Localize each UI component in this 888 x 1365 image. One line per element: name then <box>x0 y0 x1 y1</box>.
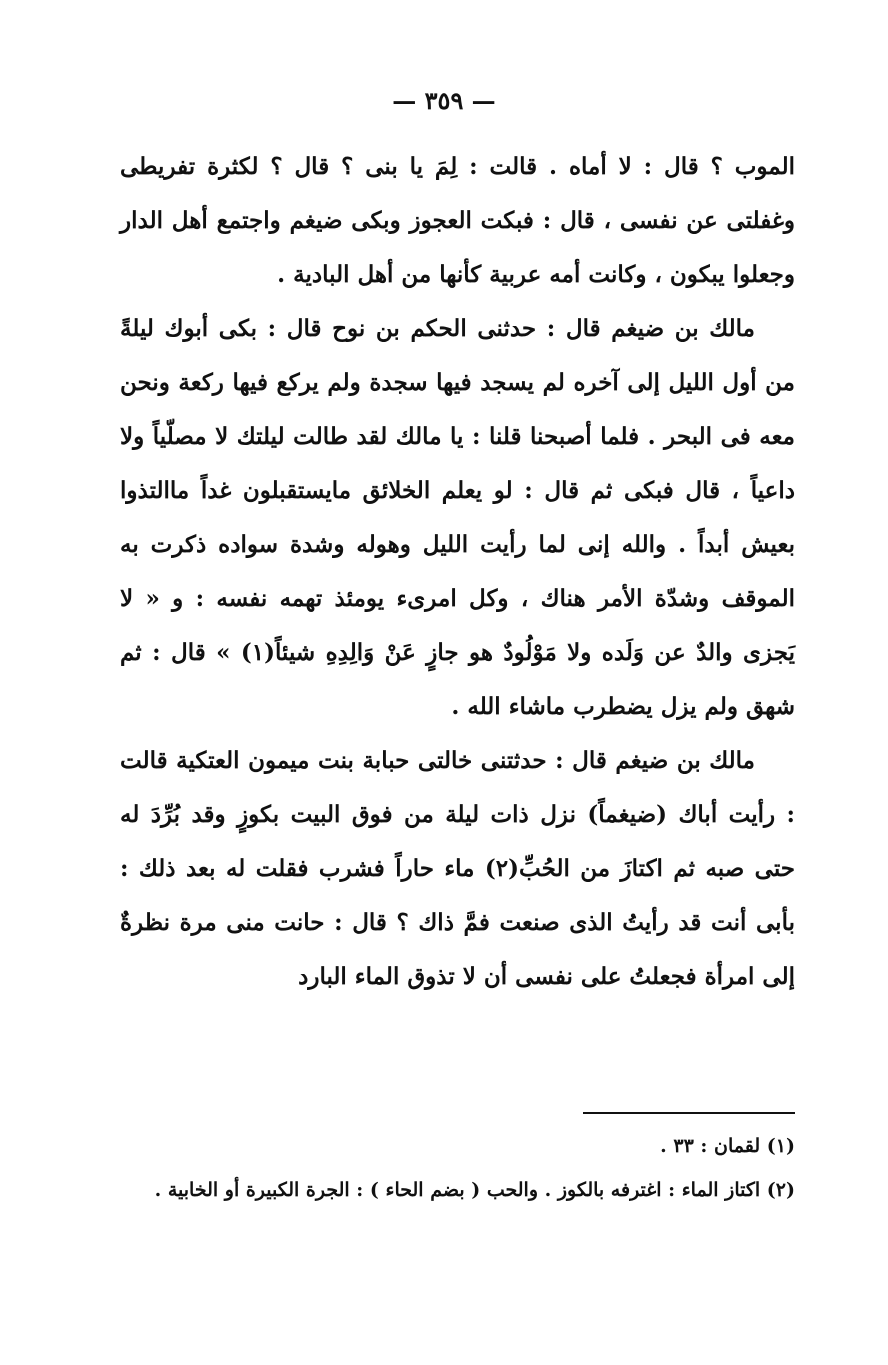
footnote-divider <box>583 1112 795 1114</box>
footnote-2: (٢) اكتاز الماء : اغترفه بالكوز . والحب ( بضم الحاء ) : الجرة الكبيرة أو الخابية . <box>154 1179 795 1201</box>
footnotes <box>120 1124 795 1212</box>
paragraph-2: مالك بن ضيغم قال : حدثنى الحكم بن نوح قال : بكى أبوك ليلةً من أول الليل إلى آخره لم يسجد فيها سجدة ولم يركع فيها ركعة ونحن معه فى البحر . فلما أصبحنا قلنا : يا مالك لقد طالت ليلتك لا مصلّياً ولا داعياً ، قال فبكى ثم قال : لو يعلم الخلائق مايستقبلون غداً ماالتذوا بعيش أبداً . والله إنى لما رأيت الليل وهوله وشدة سواده ذكرت به الموقف وشدّة الأمر هناك ، وكل امرىء يومئذ تهمه نفسه : و « لا يَجزى والدٌ عن وَلَده ولا مَوْلُودٌ هو جازٍ عَنْ وَالِدِهِ شيئاً(١) » قال : ثم شهق ولم يزل يضطرب ماشاء الله . <box>120 315 795 720</box>
main-text <box>120 140 795 1004</box>
paragraph-1: الموب ؟ قال : لا أماه . قالت : لِمَ يا بنى ؟ قال ؟ لكثرة تفريطى وغفلتى عن نفسى ، قال : فبكت العجوز وبكى ضيغم واجتمع أهل الدار وجعلوا يبكون ، وكانت أمه عربية كأنها من أهل البادية . <box>120 153 795 288</box>
footnote-1: (١) لقمان : ٣٣ . <box>660 1135 795 1157</box>
paragraph-3: مالك بن ضيغم قال : حدثتنى خالتى حبابة بنت ميمون العتكية قالت : رأيت أباك (ضيغماً) نزل ذات ليلة من فوق البيت بكوزٍ وقد بُرِّدَ له حتى صبه ثم اكتازَ من الحُبِّ(٢) ماء حاراً فشرب فقلت له بعد ذلك : بأبى أنت قد رأيتُ الذى صنعت فمَّ ذاك ؟ قال : حانت منى مرة نظرةٌ إلى امرأة فجعلتُ على نفسى أن لا تذوق الماء البارد <box>120 747 796 990</box>
page-number: — ٣٥٩ — <box>392 86 496 115</box>
